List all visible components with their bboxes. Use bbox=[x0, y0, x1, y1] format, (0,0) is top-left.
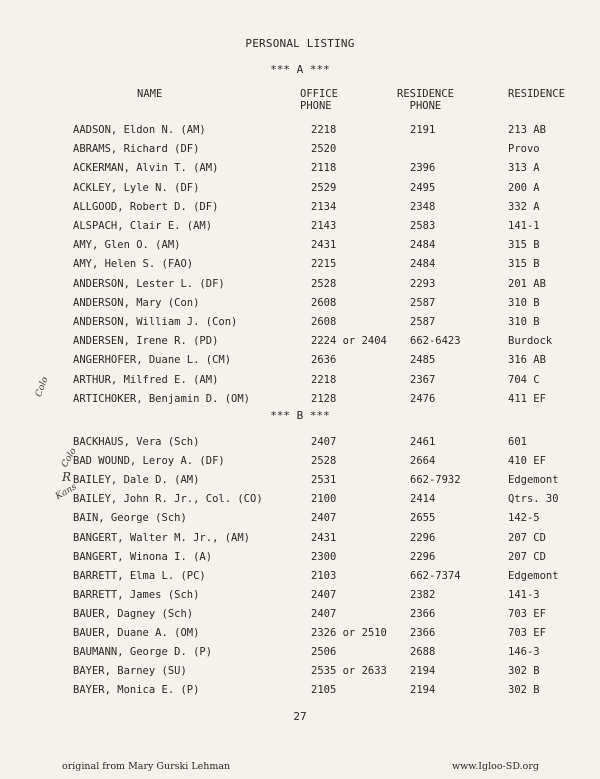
listing-office-phone: 2531 bbox=[311, 474, 337, 487]
listing-row bbox=[0, 182, 600, 202]
listing-residence-phone: 2296 bbox=[410, 531, 436, 544]
listing-name: BAYER, Monica E. (P) bbox=[73, 684, 200, 697]
listing-row bbox=[0, 201, 600, 221]
section-heading-b: *** B *** bbox=[270, 409, 330, 422]
listing-residence: 146-3 bbox=[508, 646, 540, 659]
listing-row bbox=[0, 532, 600, 552]
listing-name: BACKHAUS, Vera (Sch) bbox=[73, 436, 200, 448]
column-header-residence: RESIDENCE bbox=[508, 88, 565, 100]
section-heading-a: *** A *** bbox=[270, 63, 330, 76]
listing-residence: 315 B bbox=[508, 258, 540, 271]
listing-office-phone: 2431 bbox=[311, 531, 337, 544]
listing-residence-phone: 2583 bbox=[410, 220, 436, 232]
handwritten-note: R bbox=[62, 470, 72, 484]
listing-row bbox=[0, 278, 600, 298]
listing-name: ARTICHOKER, Benjamin D. (OM) bbox=[73, 392, 251, 405]
listing-residence: 201 AB bbox=[508, 277, 546, 290]
listing-residence: 313 A bbox=[508, 162, 540, 175]
listing-residence: 213 AB bbox=[508, 124, 546, 136]
listing-residence-phone: 2476 bbox=[410, 392, 436, 405]
listing-office-phone: 2529 bbox=[311, 181, 337, 194]
footer-website: www.Igloo-SD.org bbox=[452, 761, 539, 772]
listing-name: ALSPACH, Clair E. (AM) bbox=[73, 220, 213, 232]
listing-office-phone: 2300 bbox=[311, 550, 337, 563]
listing-residence: 142-5 bbox=[508, 512, 540, 525]
listing-residence: 200 A bbox=[508, 181, 540, 194]
column-header-name: NAME bbox=[137, 88, 163, 100]
listing-residence-phone: 2484 bbox=[410, 258, 436, 271]
page-number: 27 bbox=[293, 710, 307, 723]
listing-row bbox=[0, 124, 600, 144]
listing-residence: Burdock bbox=[508, 335, 553, 348]
listing-office-phone: 2407 bbox=[311, 512, 337, 525]
listing-residence: 703 EF bbox=[508, 607, 546, 620]
footer-source: original from Mary Gurski Lehman bbox=[62, 761, 231, 772]
listing-row bbox=[0, 589, 600, 609]
listing-residence-phone: 2191 bbox=[410, 124, 436, 136]
listing-name: AADSON, Eldon N. (AM) bbox=[73, 124, 206, 136]
listing-residence: 315 B bbox=[508, 239, 540, 252]
listing-office-phone: 2218 bbox=[311, 124, 337, 136]
listing-residence: 601 bbox=[508, 436, 527, 448]
listing-residence-phone: 2348 bbox=[410, 200, 436, 213]
column-header-residence-phone: RESIDENCE PHONE bbox=[397, 88, 454, 112]
listing-row bbox=[0, 627, 600, 647]
listing-residence: 207 CD bbox=[508, 531, 546, 544]
listing-residence-phone: 2655 bbox=[410, 512, 436, 525]
column-header-office-phone: OFFICE PHONE bbox=[300, 88, 338, 112]
listing-name: ANDERSON, Lester L. (DF) bbox=[73, 277, 225, 290]
listing-office-phone: 2103 bbox=[311, 569, 337, 582]
listing-name: BAIN, George (Sch) bbox=[73, 512, 187, 525]
listing-office-phone: 2608 bbox=[311, 296, 337, 309]
listing-name: ARTHUR, Milfred E. (AM) bbox=[73, 373, 219, 386]
listing-residence-phone: 2382 bbox=[410, 588, 436, 601]
listing-row bbox=[0, 684, 600, 704]
listing-residence-phone: 2587 bbox=[410, 316, 436, 328]
listing-name: BARRETT, James (Sch) bbox=[73, 588, 200, 601]
listing-name: BARRETT, Elma L. (PC) bbox=[73, 569, 206, 582]
listing-row bbox=[0, 474, 600, 494]
listing-residence-phone: 662-7932 bbox=[410, 474, 461, 487]
listing-office-phone: 2143 bbox=[311, 220, 337, 232]
listing-residence: 310 B bbox=[508, 296, 540, 309]
listing-office-phone: 2118 bbox=[311, 162, 337, 175]
listing-name: ACKERMAN, Alvin T. (AM) bbox=[73, 162, 219, 175]
listing-office-phone: 2407 bbox=[311, 436, 337, 448]
listing-name: ACKLEY, Lyle N. (DF) bbox=[73, 181, 200, 194]
listing-residence-phone: 2194 bbox=[410, 684, 436, 697]
listing-name: BAD WOUND, Leroy A. (DF) bbox=[73, 455, 225, 468]
listing-office-phone: 2528 bbox=[311, 455, 337, 468]
handwritten-note: Colo bbox=[59, 446, 79, 470]
listing-name: AMY, Glen O. (AM) bbox=[73, 239, 181, 252]
listing-residence: 310 B bbox=[508, 316, 540, 328]
handwritten-note: Kans bbox=[54, 482, 79, 502]
listing-residence: 332 A bbox=[508, 200, 540, 213]
listing-residence: 302 B bbox=[508, 684, 540, 697]
listing-residence-phone: 2484 bbox=[410, 239, 436, 252]
listing-residence: Edgemont bbox=[508, 474, 559, 487]
listing-residence: 411 EF bbox=[508, 392, 546, 405]
listing-name: BANGERT, Walter M. Jr., (AM) bbox=[73, 531, 251, 544]
listing-office-phone: 2105 bbox=[311, 684, 337, 697]
listing-office-phone: 2134 bbox=[311, 200, 337, 213]
listing-office-phone: 2407 bbox=[311, 588, 337, 601]
listing-row bbox=[0, 258, 600, 278]
listing-row bbox=[0, 512, 600, 532]
listing-residence-phone: 2485 bbox=[410, 354, 436, 367]
listing-name: BAUER, Duane A. (OM) bbox=[73, 627, 200, 639]
listing-residence-phone: 2296 bbox=[410, 550, 436, 563]
handwritten-note: Colo bbox=[34, 375, 51, 399]
listing-residence-phone: 2366 bbox=[410, 627, 436, 639]
listing-office-phone: 2407 bbox=[311, 607, 337, 620]
listing-residence-phone: 2664 bbox=[410, 455, 436, 468]
listing-residence: 703 EF bbox=[508, 627, 546, 639]
listing-name: BANGERT, Winona I. (A) bbox=[73, 550, 213, 563]
listing-row bbox=[0, 239, 600, 259]
listing-name: ANDERSEN, Irene R. (PD) bbox=[73, 335, 219, 348]
listing-residence: 316 AB bbox=[508, 354, 546, 367]
listing-name: ANDERSON, Mary (Con) bbox=[73, 296, 200, 309]
listing-name: BAILEY, John R. Jr., Col. (CO) bbox=[73, 493, 263, 506]
listing-row bbox=[0, 162, 600, 182]
listing-office-phone: 2535 or 2633 bbox=[311, 665, 387, 678]
listing-office-phone: 2528 bbox=[311, 277, 337, 290]
listing-name: AMY, Helen S. (FAO) bbox=[73, 258, 194, 271]
listing-residence: 207 CD bbox=[508, 550, 546, 563]
listing-name: BAUER, Dagney (Sch) bbox=[73, 607, 194, 620]
listing-residence: Provo bbox=[508, 143, 540, 156]
listing-residence: 141-3 bbox=[508, 588, 540, 601]
listing-row bbox=[0, 374, 600, 394]
listing-residence-phone: 2461 bbox=[410, 436, 436, 448]
listing-row bbox=[0, 354, 600, 374]
listing-residence: 704 C bbox=[508, 373, 540, 386]
listing-office-phone: 2636 bbox=[311, 354, 337, 367]
listing-residence-phone: 2396 bbox=[410, 162, 436, 175]
listing-name: BAILEY, Dale D. (AM) bbox=[73, 474, 200, 487]
listing-residence: 302 B bbox=[508, 665, 540, 678]
listing-residence-phone: 2366 bbox=[410, 607, 436, 620]
listing-office-phone: 2224 or 2404 bbox=[311, 335, 387, 348]
listing-row bbox=[0, 646, 600, 666]
listing-row bbox=[0, 220, 600, 240]
listing-office-phone: 2431 bbox=[311, 239, 337, 252]
listing-residence: 141-1 bbox=[508, 220, 540, 232]
listing-row bbox=[0, 143, 600, 163]
listing-name: ANDERSON, William J. (Con) bbox=[73, 316, 238, 328]
listing-residence-phone: 662-6423 bbox=[410, 335, 461, 348]
page-title: PERSONAL LISTING bbox=[245, 37, 355, 50]
listing-office-phone: 2218 bbox=[311, 373, 337, 386]
listing-office-phone: 2215 bbox=[311, 258, 337, 271]
listing-row bbox=[0, 551, 600, 571]
listing-office-phone: 2128 bbox=[311, 392, 337, 405]
listing-row bbox=[0, 297, 600, 317]
listing-row bbox=[0, 436, 600, 456]
listing-name: ALLGOOD, Robert D. (DF) bbox=[73, 200, 219, 213]
listing-residence-phone: 2587 bbox=[410, 296, 436, 309]
listing-office-phone: 2326 or 2510 bbox=[311, 627, 387, 639]
listing-row bbox=[0, 665, 600, 685]
listing-row bbox=[0, 316, 600, 336]
listing-row bbox=[0, 455, 600, 475]
listing-row bbox=[0, 608, 600, 628]
listing-residence-phone: 2293 bbox=[410, 277, 436, 290]
listing-residence-phone: 2495 bbox=[410, 181, 436, 194]
listing-residence-phone: 2414 bbox=[410, 493, 436, 506]
listing-name: BAYER, Barney (SU) bbox=[73, 665, 187, 678]
listing-residence-phone: 2367 bbox=[410, 373, 436, 386]
listing-office-phone: 2100 bbox=[311, 493, 337, 506]
listing-row bbox=[0, 570, 600, 590]
listing-name: BAUMANN, George D. (P) bbox=[73, 646, 213, 659]
listing-residence-phone: 2194 bbox=[410, 665, 436, 678]
listing-residence-phone: 662-7374 bbox=[410, 569, 461, 582]
listing-residence: Edgemont bbox=[508, 569, 559, 582]
listing-office-phone: 2506 bbox=[311, 646, 337, 659]
listing-office-phone: 2608 bbox=[311, 316, 337, 328]
listing-office-phone: 2520 bbox=[311, 143, 337, 156]
listing-residence: Qtrs. 30 bbox=[508, 493, 559, 506]
listing-residence-phone: 2688 bbox=[410, 646, 436, 659]
listing-name: ANGERHOFER, Duane L. (CM) bbox=[73, 354, 232, 367]
listing-row bbox=[0, 493, 600, 513]
listing-row bbox=[0, 335, 600, 355]
listing-name: ABRAMS, Richard (DF) bbox=[73, 143, 200, 156]
listing-residence: 410 EF bbox=[508, 455, 546, 468]
